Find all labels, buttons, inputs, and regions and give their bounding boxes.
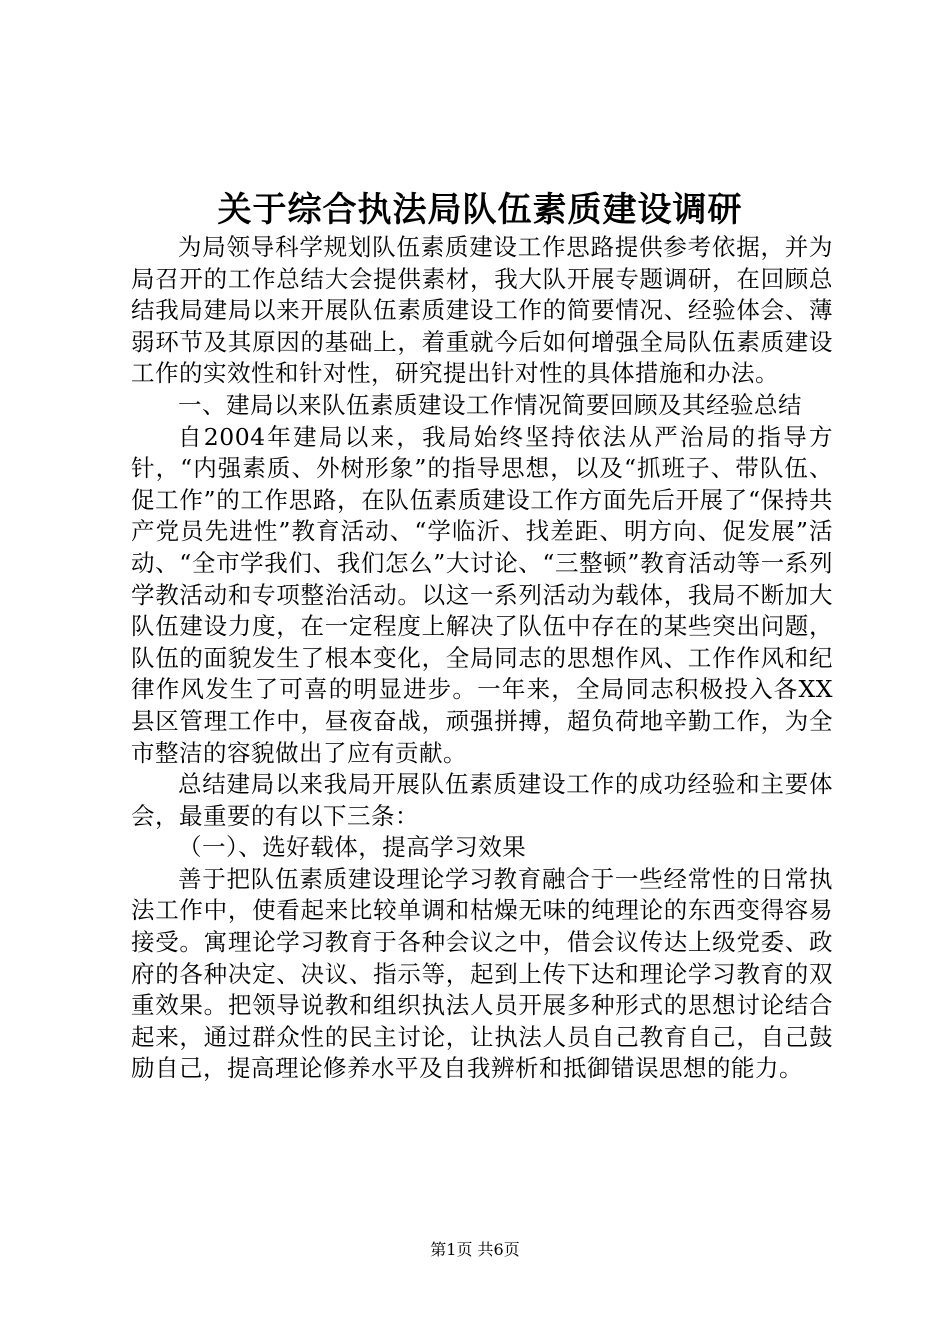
document-title: 关于综合执法局队伍素质建设调研 [217,190,743,230]
paragraph-carrier: 善于把队伍素质建设理论学习教育融合于一些经常性的日常执法工作中，使看起来比较单调和枯燥无味的纯理论的东西变得容易接受。寓理论学习教育于各种会议之中，借会议传达上级党委、政府的各种决定、决议、指示等，起到上传下达和理论学习教育的双重效果。把领导说教和组织执法人员开展多种形式的思想讨论结合起来，通过群众性的民主讨论，让执法人员自己教育自己，自己鼓励自己，提高理论修养水平及自我辨析和抵御错误思想的能力。 [131,864,833,1083]
paragraph-review: 自2004年建局以来，我局始终坚持依法从严治局的指导方针，“内强素质、外树形象”的指导思想，以及“抓班子、带队伍、促工作”的工作思路，在队伍素质建设工作方面先后开展了“保持共产党员先进性”教育活动、“学临沂、找差距、明方向、促发展”活动、“全市学我们、我们怎么”大讨论、“三整顿”教育活动等一系列学教活动和专项整治活动。以这一系列活动为载体，我局不断加大队伍建设力度，在一定程度上解决了队伍中存在的某些突出问题，队伍的面貌发生了根本变化，全局同志的思想作风、工作作风和纪律作风发生了可喜的明显进步。一年来，全局同志积极投入各XX县区管理工作中，昼夜奋战，顽强拼搏，超负荷地辛勤工作，为全市整洁的容貌做出了应有贡献。 [131,422,833,767]
paragraph-summary: 总结建局以来我局开展队伍素质建设工作的成功经验和主要体会，最重要的有以下三条： [131,770,833,830]
subsection-heading-1: （一）、选好载体，提高学习效果 [178,833,527,862]
section-heading-1: 一、建局以来队伍素质建设工作情况简要回顾及其经验总结 [178,390,802,419]
paragraph-intro: 为局领导科学规划队伍素质建设工作思路提供参考依据，并为局召开的工作总结大会提供素材，我大队开展专题调研，在回顾总结我局建局以来开展队伍素质建设工作的简要情况、经验体会、薄弱环节及其原因的基础上，着重就今后如何增强全局队伍素质建设工作的实效性和针对性，研究提出针对性的具体措施和办法。 [131,233,833,388]
page-footer: 第1页 共6页 [430,1240,520,1259]
document-body [131,232,833,1085]
